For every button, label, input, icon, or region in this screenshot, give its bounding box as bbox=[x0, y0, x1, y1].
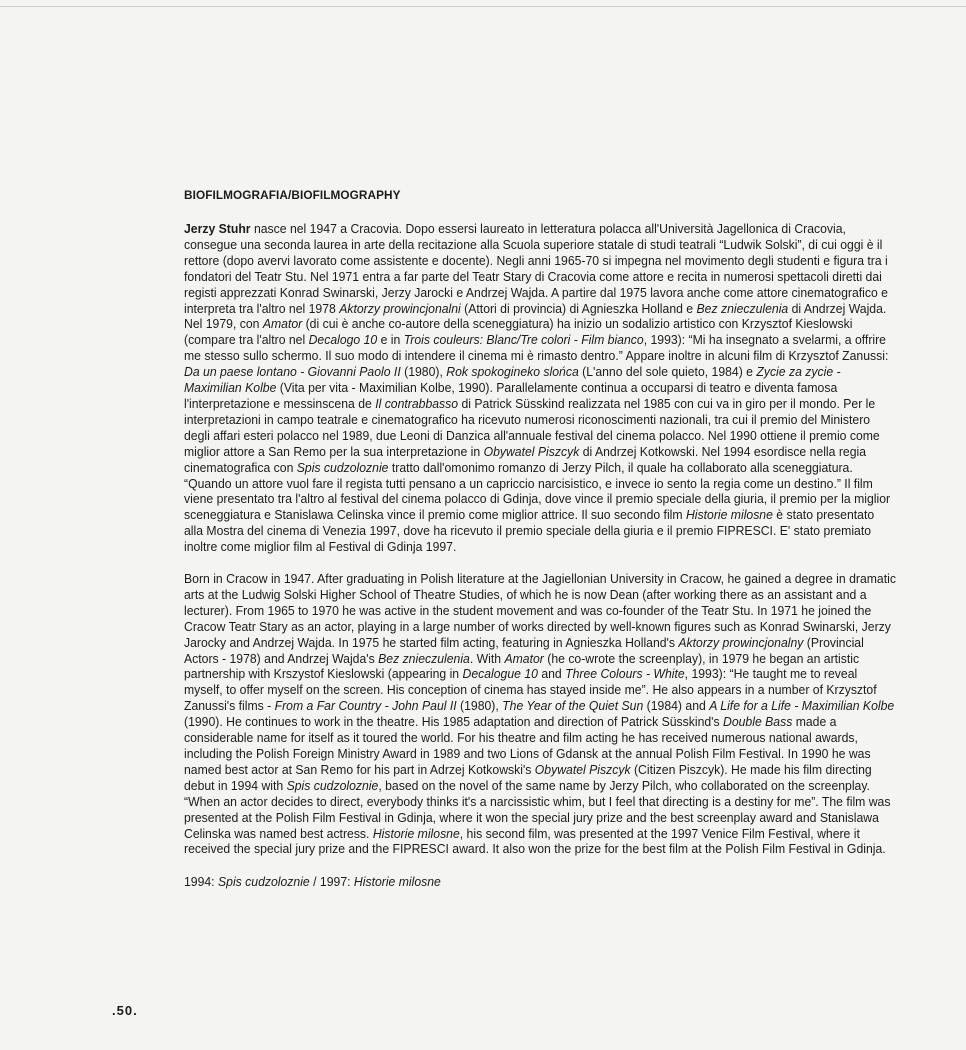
film-title: Spis cudzoloznie bbox=[286, 777, 379, 793]
text-run: e in bbox=[377, 332, 404, 348]
film-title: Three Colours - White bbox=[565, 666, 685, 682]
text-run: di Andrzej Kotkowski. Nel 1994 esordisce nella regia cinematografica con bbox=[184, 443, 867, 475]
film-title: Amator bbox=[262, 316, 303, 332]
text-run: (1980), bbox=[456, 698, 503, 714]
italian-biography bbox=[184, 221, 896, 555]
text-run: nasce nel 1947 a Cracovia. Dopo essersi laureato in letteratura polacca all'Università Jagellonica di Cracovia, consegue una seconda laurea in arte della recitazione alla Scuola superiore statale di studi teatrali “Ludwik Solski”, di cui oggi è il rettore (dopo avervi lavorato come assistente e docente). Negli anni 1965-70 si impegna nel movimento degli studenti e figura tra i fondatori del Teatr Stu. Nel 1971 entra a far parte del Teatr Stary di Cracovia come attore e recita in numerosi spettacoli diretti dai registi apprezzati Konrad Swinarski, Jerzy Jarocki e Andrzej Wajda. A partire dal 1975 lavora anche come attore cinematografico e interpreta tra l'altro nel 1978 bbox=[184, 221, 888, 316]
film-title: Da un paese lontano - Giovanni Paolo II bbox=[184, 364, 401, 380]
page-number: .50. bbox=[112, 1003, 138, 1018]
person-name: Jerzy Stuhr bbox=[184, 221, 251, 236]
film-title: Double Bass bbox=[723, 714, 793, 730]
text-run: (Citizen Piszcyk). He made his film directing debut in 1994 with bbox=[184, 761, 872, 793]
film-title: Trois couleurs: Blanc/Tre colori - Film bianco bbox=[403, 332, 644, 348]
section-heading: BIOFILMOGRAFIA/BIOFILMOGRAPHY bbox=[184, 188, 401, 202]
film-title: Bez znieczulenia bbox=[378, 650, 470, 666]
english-biography bbox=[184, 571, 896, 857]
filmography-separator: / bbox=[313, 874, 320, 890]
filmography-title: Spis cudzoloznie bbox=[217, 874, 310, 890]
text-run: , based on the novel of the same name by Jerzy Pilch, who collaborated on the screenplay. “When an actor decides to direct, everybody thinks it's a narcissistic whim, but I feel that directing is a destiny for me”. The film was presented at the Polish Film Festival in Gdinja, where it won the special jury prize and the best screenplay award and Stanislawa Celinska was named best actress. bbox=[184, 777, 891, 841]
film-title: Aktorzy prowincjonalni bbox=[339, 300, 461, 316]
italian-body bbox=[184, 221, 890, 554]
text-run: (he co-wrote the screenplay), in 1979 he began an artistic partnership with Krszystof Kieslowski (appearing in bbox=[184, 650, 860, 682]
film-title: A Life for a Life - Maximilian Kolbe bbox=[709, 698, 895, 714]
text-run: di Andrzej Wajda. Nel 1979, con bbox=[184, 300, 887, 332]
film-title: Rok spokogineko slońca bbox=[446, 364, 579, 380]
text-run: (1990). He continues to work in the theatre. His 1985 adaptation and direction of Patrick Süsskind's bbox=[184, 714, 724, 730]
film-title: Il contrabbasso bbox=[375, 395, 459, 411]
biofilmography-section bbox=[184, 188, 896, 889]
film-title: Zycie za zycie - Maximilian Kolbe bbox=[184, 364, 841, 396]
film-title: Decalogo 10 bbox=[308, 332, 378, 348]
text-run: (Provincial Actors - 1978) and Andrzej Wajda's bbox=[184, 634, 864, 666]
text-run: (L'anno del sole quieto, 1984) e bbox=[578, 364, 757, 380]
paragraph-gap bbox=[184, 555, 896, 571]
film-title: Spis cudzoloznie bbox=[296, 459, 389, 475]
film-title: Amator bbox=[504, 650, 544, 666]
text-run: , 1993): “Mi ha insegnato a svelarmi, a offrire me stesso sullo schermo. Il suo modo di intendere il cinema mi è rimasto dentro.” Appare inoltre in alcuni film di Krzysztof Zanussi: bbox=[184, 332, 889, 364]
text-run: (di cui è anche co-autore della sceneggiatura) ha inizio un sodalizio artistico con Krzysztof Kieslowski (compare tra l'altro nel bbox=[184, 316, 853, 348]
text-run: (1980), bbox=[400, 364, 447, 380]
film-title: Historie milosne bbox=[685, 507, 773, 523]
text-run: , 1993): “He taught me to reveal myself, to offer myself on the screen. His conception of cinema has stayed inside me”. He also appears in a number of Krzysztof Zanussi's films - bbox=[184, 666, 877, 714]
filmography-year: 1997: bbox=[319, 874, 351, 890]
film-title: Decalogue 10 bbox=[462, 666, 538, 682]
text-run: (Attori di provincia) di Agnieszka Holland e bbox=[460, 300, 697, 316]
filmography-title: Historie milosne bbox=[353, 874, 441, 890]
filmography-year: 1994: bbox=[184, 874, 215, 890]
film-title: Bez znieczulenia bbox=[696, 300, 789, 316]
text-run: and bbox=[537, 666, 566, 682]
film-title: Aktorzy prowincjonalny bbox=[678, 634, 804, 650]
text-run: Born in Cracow in 1947. After graduating in Polish literature at the Jagiellonian University in Cracow, he gained a degree in dramatic arts at the Ludwig Solski Higher School of Theatre Studies, of which he is now Dean (after working there as an assistant and a lecturer). From 1965 to 1970 he was active in the student movement and was co-founder of the Teatr Stu. In 1971 he joined the Cracow Teatr Stary as an actor, playing in a large number of works directed by well-known figures such as Konrad Swinarski, Jerzy Jarocky and Andrzej Wajda. In 1975 he started film acting, featuring in Agnieszka Holland's bbox=[184, 571, 896, 650]
english-body bbox=[184, 571, 896, 856]
text-run: di Patrick Süsskind realizzata nel 1985 con cui va in giro per il mondo. Per le interpretazioni in campo teatrale e cinematografico ha ricevuto numerosi riconoscimenti nazionali, tra cui il premio del Ministero degli affari esteri polacco nel 1989, due Leoni di Danzica all'annuale festival del cinema polacco. Nel 1990 ottiene il premio come miglior attore a San Remo per la sua interpretazione in bbox=[184, 395, 880, 459]
text-run: tratto dall'omonimo romanzo di Jerzy Pilch, il quale ha collaborato alla sceneggiatura. “Quando un attore vuol fare il regista tutti pensano a un capriccio narcisistico, e invece io sento la regia come un destino.” Il film viene presentato tra l'altro al festival del cinema polacco di Gdinja, dove vince il premio speciale della giuria, il premio per la miglior sceneggiatura e Stanislawa Celinska vince il premio come miglior attrice. Il suo secondo film bbox=[184, 459, 891, 523]
film-title: From a Far Country - John Paul II bbox=[274, 698, 457, 714]
film-title: Historie milosne bbox=[372, 825, 460, 841]
text-run: è stato presentato alla Mostra del cinema di Venezia 1997, dove ha ricevuto il premio speciale della giuria e il premio FIPRESCI. E' stato premiato inoltre come miglior film al Festival di Gdinja 1997. bbox=[184, 507, 875, 555]
text-run: (Vita per vita - Maximilian Kolbe, 1990). Parallelamente continua a occuparsi di teatro e diventa famosa l'interpretazione e messinscena de bbox=[184, 380, 838, 411]
filmography-list bbox=[184, 874, 864, 889]
text-run: , his second film, was presented at the 1997 Venice Film Festival, where it received the special jury prize and the FIPRESCI award. It also won the prize for the best film at the Polish Film Festival in Gdinja. bbox=[184, 825, 886, 857]
film-title: Obywatel Piszcyk bbox=[534, 761, 631, 777]
text-run: . With bbox=[469, 650, 505, 666]
top-rule bbox=[0, 6, 966, 7]
text-run: made a considerable name for itself as it toured the world. For his theatre and film acting he has received numerous national awards, including the Polish Foreign Ministry Award in 1989 and two Lions of Gdansk at the annual Polish Film Festival. In 1990 he was named best actor at San Remo for his part in Adrzej Kotkowski's bbox=[184, 714, 871, 777]
film-title: Obywatel Piszcyk bbox=[483, 443, 580, 459]
text-run: (1984) and bbox=[643, 698, 710, 714]
film-title: The Year of the Quiet Sun bbox=[502, 698, 644, 714]
